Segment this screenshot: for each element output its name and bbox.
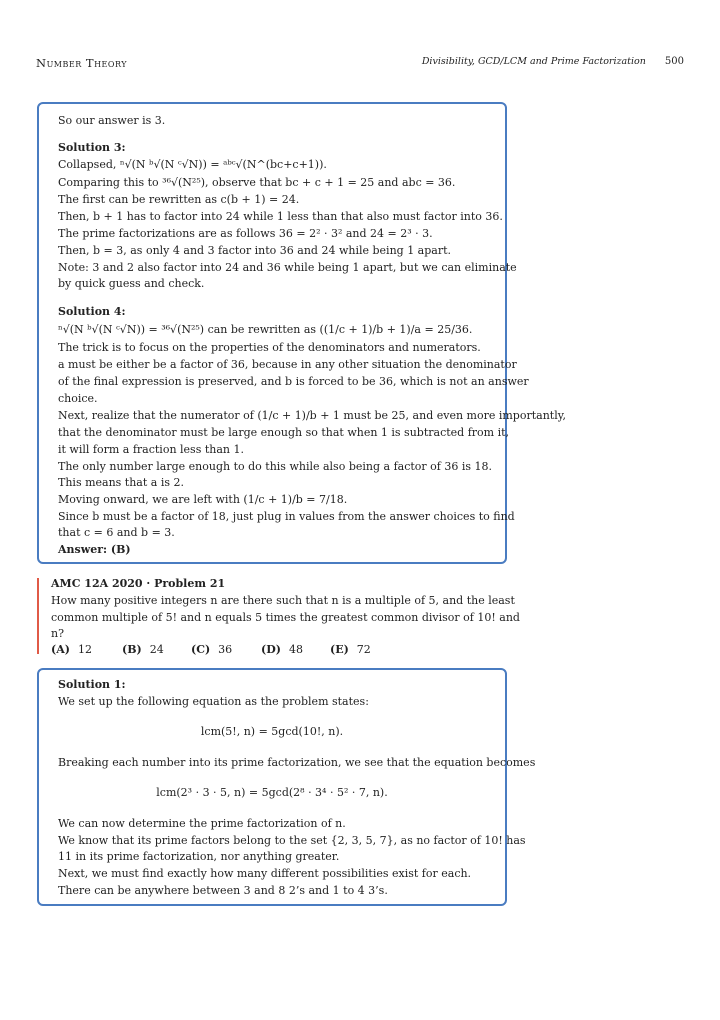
answer-choice-d bbox=[261, 643, 303, 657]
text-line: The trick is to focus on the properties of the denominators and numerators. bbox=[58, 341, 481, 354]
problem-text-line: n? bbox=[51, 627, 64, 640]
text-line: Then, b + 1 has to factor into 24 while 1 less than that also must factor into 36. bbox=[58, 210, 503, 223]
page-header bbox=[36, 56, 684, 72]
display-equation: lcm(2³ · 3 · 5, n) = 5gcd(2⁸ · 3⁴ · 5² · 7, n). bbox=[156, 786, 388, 799]
text-line: ⁿ√(N ᵇ√(N ᶜ√N)) = ³⁶√(N²⁵) can be rewritten as ((1/c + 1)/b + 1)/a = 25/36. bbox=[58, 323, 473, 336]
text-line: The prime factorizations are as follows 36 = 2² · 3² and 24 = 2³ · 3. bbox=[58, 227, 433, 240]
choice-label: (C) bbox=[191, 643, 211, 656]
text-line: Collapsed, ⁿ√(N ᵇ√(N ᶜ√N)) = ᵃᵇᶜ√(N^(bc+c+1)). bbox=[58, 158, 327, 171]
text-line: Next, realize that the numerator of (1/c + 1)/b + 1 must be 25, and even more importantly, bbox=[58, 409, 566, 422]
answer-choice-c bbox=[191, 643, 232, 657]
choice-value: 72 bbox=[356, 643, 371, 656]
text-line: The only number large enough to do this while also being a factor of 36 is 18. bbox=[58, 460, 492, 473]
solution-1-heading: Solution 1: bbox=[58, 678, 126, 691]
text-line: Comparing this to ³⁶√(N²⁵), observe that bc + c + 1 = 25 and abc = 36. bbox=[58, 176, 456, 189]
text-line: The first can be rewritten as c(b + 1) = 24. bbox=[58, 193, 300, 206]
solution-box-2 bbox=[37, 668, 536, 906]
text-line: Then, b = 3, as only 4 and 3 factor into 36 and 24 while being 1 apart. bbox=[58, 244, 452, 257]
text-line: a must be either be a factor of 36, because in any other situation the denominator bbox=[58, 358, 517, 371]
choice-label: (E) bbox=[330, 643, 349, 656]
text-line: that c = 6 and b = 3. bbox=[58, 526, 175, 539]
problem-text-line: common multiple of 5! and n equals 5 times the greatest common divisor of 10! and bbox=[51, 611, 520, 624]
text-line: Moving onward, we are left with (1/c + 1)/b = 7/18. bbox=[58, 493, 348, 506]
text-line: There can be anywhere between 3 and 8 2’s and 1 to 4 3’s. bbox=[58, 884, 388, 897]
section-title: Number Theory bbox=[36, 56, 127, 70]
text-line: Breaking each number into its prime factorization, we see that the equation becomes bbox=[58, 756, 536, 769]
problem-accent-bar bbox=[37, 578, 39, 654]
text-line: Next, we must find exactly how many different possibilities exist for each. bbox=[58, 867, 472, 880]
text-line: it will form a fraction less than 1. bbox=[58, 443, 244, 456]
choice-value: 48 bbox=[288, 643, 303, 656]
text-line: of the final expression is preserved, and b is forced to be 36, which is not an answer bbox=[58, 375, 529, 388]
text-line: This means that a is 2. bbox=[58, 476, 184, 489]
answer-choice-e bbox=[330, 643, 371, 657]
chapter-name: Divisibility, GCD/LCM and Prime Factorization bbox=[421, 56, 646, 67]
problem-title: AMC 12A 2020 · Problem 21 bbox=[51, 577, 226, 590]
choice-value: 12 bbox=[77, 643, 92, 656]
answer-line: Answer: (B) bbox=[58, 543, 131, 556]
chapter-title bbox=[422, 56, 684, 67]
choice-value: 24 bbox=[149, 643, 164, 656]
text-line: We set up the following equation as the problem states: bbox=[58, 695, 369, 708]
text-line: choice. bbox=[58, 392, 98, 405]
choice-label: (B) bbox=[122, 643, 142, 656]
text-line: Since b must be a factor of 18, just plug in values from the answer choices to find bbox=[58, 510, 515, 523]
solution-box-1 bbox=[37, 102, 566, 564]
choice-label: (A) bbox=[51, 643, 70, 656]
problem-text-line: How many positive integers n are there such that n is a multiple of 5, and the least bbox=[51, 594, 515, 607]
text-line: that the denominator must be large enough so that when 1 is subtracted from it, bbox=[58, 426, 510, 439]
display-equation: lcm(5!, n) = 5gcd(10!, n). bbox=[200, 725, 344, 738]
text-line: We can now determine the prime factorization of n. bbox=[58, 817, 346, 830]
text-line: 11 in its prime factorization, nor anything greater. bbox=[58, 850, 340, 863]
text-line: So our answer is 3. bbox=[58, 114, 166, 127]
solution-3-heading: Solution 3: bbox=[58, 141, 126, 154]
choice-value: 36 bbox=[218, 643, 233, 656]
text-line: We know that its prime factors belong to the set {2, 3, 5, 7}, as no factor of 10! has bbox=[58, 834, 526, 847]
text-line: Note: 3 and 2 also factor into 24 and 36 while being 1 apart, but we can eliminate bbox=[58, 261, 517, 274]
text-line: by quick guess and check. bbox=[58, 277, 205, 290]
choice-label: (D) bbox=[261, 643, 281, 656]
answer-choice-a bbox=[51, 643, 92, 657]
solution-4-heading: Solution 4: bbox=[58, 305, 126, 318]
page-number: 500 bbox=[664, 56, 684, 67]
answer-choice-b bbox=[122, 643, 164, 657]
